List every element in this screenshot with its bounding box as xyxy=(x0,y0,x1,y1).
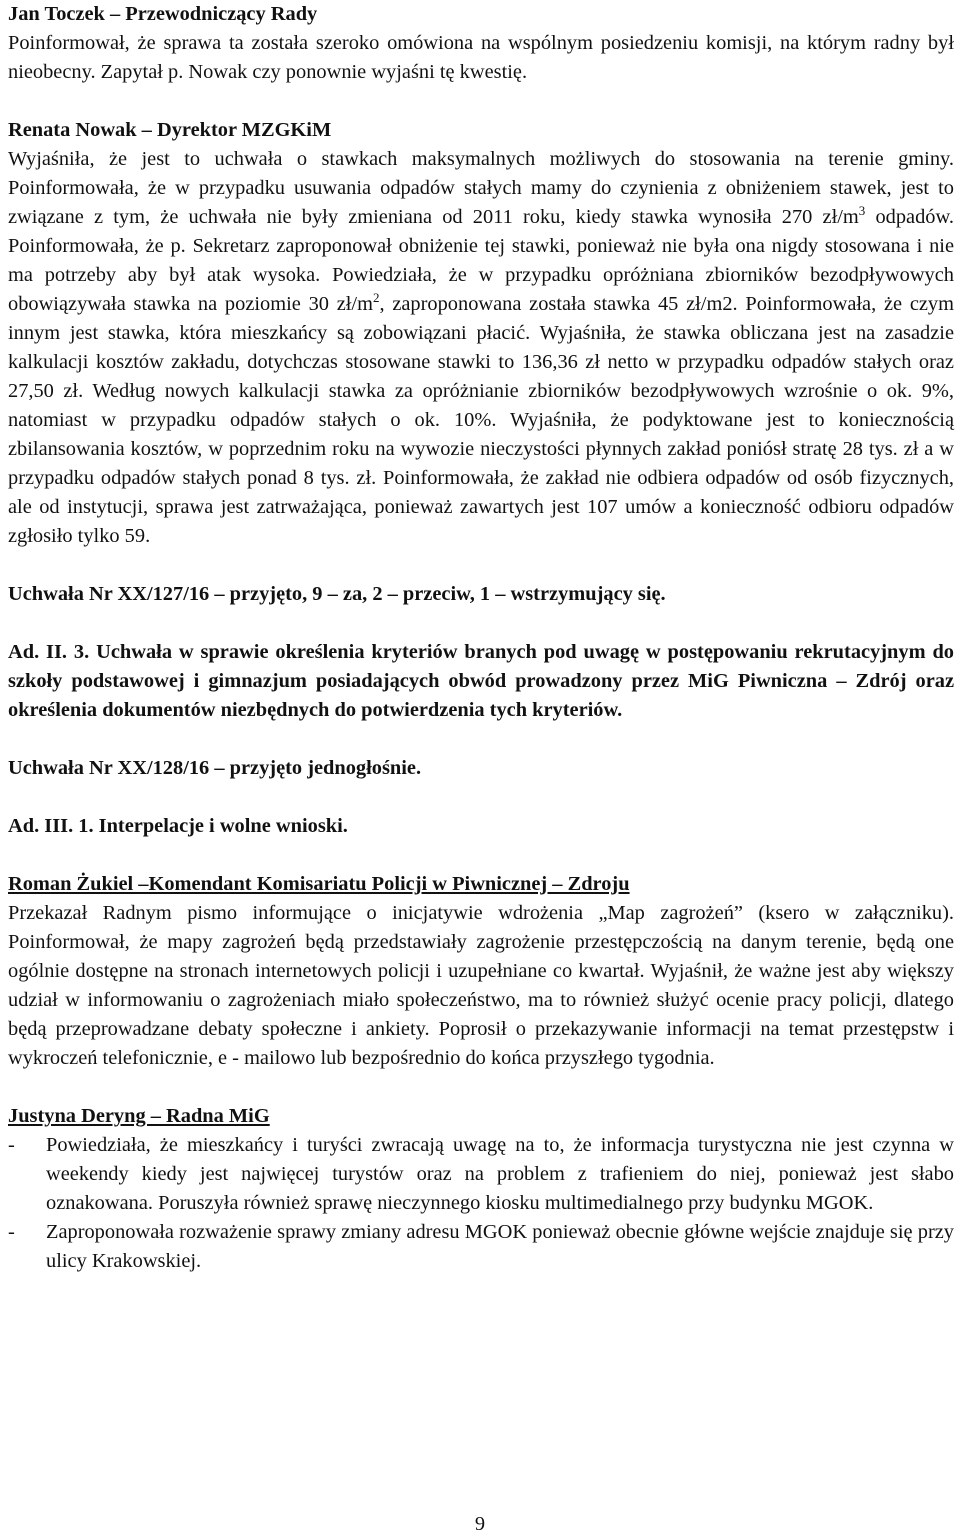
dash-bullet: - xyxy=(8,1221,15,1243)
list-item-text: Powiedziała, że mieszkańcy i turyści zwracają uwagę na to, że informacja turystyczna nie jest czynna w weekendy kiedy jest najwięcej turystów oraz na problem z trafieniem do niej, ponieważ jest słabo oznakowana. Poruszyła również sprawę nieczynnego kiosku multimedialnego przy budynku MGOK. xyxy=(46,1134,954,1214)
page-number: 9 xyxy=(474,1513,486,1535)
resolution-127: Uchwała Nr XX/127/16 – przyjęto, 9 – za, 2 – przeciw, 1 – wstrzymujący się. xyxy=(8,583,666,605)
paragraph-nowak-part1: Wyjaśniła, że jest to uchwała o stawkach maksymalnych możliwych do stosowania na terenie gminy. Poinformowała, że w przypadku usuwania odpadów stałych mamy do czynienia z obniżeniem stawek, jest to związane z tym, że uchwała nie były zmieniana od 2011 roku, kiedy stawka wynosiła 270 zł/m xyxy=(8,148,954,228)
speaker-heading-deryng: Justyna Deryng – Radna MiG xyxy=(8,1105,270,1127)
agenda-item-ii3 xyxy=(8,638,954,725)
list-item xyxy=(8,1131,954,1218)
section-toczek xyxy=(8,0,954,87)
speaker-heading-nowak: Renata Nowak – Dyrektor MZGKiM xyxy=(8,119,332,141)
list-item xyxy=(8,1218,954,1276)
speaker-heading-zukiel: Roman Żukiel –Komendant Komisariatu Policji w Piwnicznej – Zdroju xyxy=(8,873,630,895)
agenda-item-iii1: Ad. III. 1. Interpelacje i wolne wnioski. xyxy=(8,815,348,837)
document-page xyxy=(8,0,954,1276)
dash-bullet: - xyxy=(8,1134,15,1156)
paragraph-nowak-part2: odpadów. Poinformowała, że p. Sekretarz zaproponował obniżenie tej stawki, ponieważ nie była ona nigdy stosowana i nie ma potrzeby aby był atak wysoka. Powiedziała, że w przypadku opróżniana zbiorników bezodpływowych obowiązywała stawka na poziomie 30 zł/m xyxy=(8,206,954,315)
superscript-square: 2 xyxy=(372,290,380,306)
bullet-list-deryng xyxy=(8,1131,954,1276)
agenda-item-ii3-label: Ad. II. 3. xyxy=(8,641,90,663)
section-nowak xyxy=(8,116,954,551)
section-zukiel xyxy=(8,870,954,1073)
speaker-heading-toczek: Jan Toczek – Przewodniczący Rady xyxy=(8,3,318,25)
list-item-text: Zaproponowała rozważenie sprawy zmiany adresu MGOK ponieważ obecnie główne wejście znajduje się przy ulicy Krakowskiej. xyxy=(46,1221,954,1272)
paragraph-nowak-part3: , zaproponowana została stawka 45 zł/m2. Poinformowała, że czym innym jest stawka, która mieszkańcy są zobowiązani płacić. Wyjaśniła, że stawka obliczana jest na zasadzie kalkulacji kosztów zakładu, dotychczas stosowane stawki to 136,36 zł netto w przypadku odpadów stałych oraz 27,50 zł. Według nowych kalkulacji stawka za opróżnianie zbiorników bezodpływowych wzrośnie o ok. 9%, natomiast w przypadku odpadów stałych o ok. 10%. Wyjaśniła, że podyktowane jest to koniecznością zbilansowania kosztów, w poprzednim roku na wywozie nieczystości płynnych zakład poniósł stratę 28 tys. zł a w przypadku odpadów stałych ponad 8 tys. zł. Poinformowała, że zakład nie odbiera odpadów od osób fizycznych, ale od instytucji, sprawa jest zatrważająca, ponieważ zawartych jest 107 umów a konieczność odbioru odpadów zgłosiło tylko 59. xyxy=(8,293,954,547)
paragraph-toczek: Poinformował, że sprawa ta została szeroko omówiona na wspólnym posiedzeniu komisji, na którym radny był nieobecny. Zapytał p. Nowak czy ponownie wyjaśni tę kwestię. xyxy=(8,32,954,83)
paragraph-zukiel: Przekazał Radnym pismo informujące o inicjatywie wdrożenia „Map zagrożeń” (ksero w załączniku). Poinformował, że mapy zagrożeń będą przedstawiały zagrożenie przestępczością na danym terenie, będą one ogólnie dostępne na stronach internetowych policji i uzupełniane co kwartał. Wyjaśnił, że ważne jest aby większy udział w informowaniu o zagrożeniach miało społeczeństwo, ma to również służyć ocenie pracy policji, dlatego będą przeprowadzane debaty społeczne i ankiety. Poprosił o przekazywanie informacji na temat przestępstw i wykroczeń telefonicznie, e - mailowo lub bezpośrednio do końca przyszłego tygodnia. xyxy=(8,902,954,1069)
resolution-128: Uchwała Nr XX/128/16 – przyjęto jednogłośnie. xyxy=(8,757,422,779)
superscript-cubic: 3 xyxy=(858,203,866,219)
section-deryng xyxy=(8,1102,954,1276)
paragraph-nowak xyxy=(8,145,954,551)
agenda-item-ii3-text: Uchwała w sprawie określenia kryteriów branych pod uwagę w postępowaniu rekrutacyjnym do szkoły podstawowej i gimnazjum posiadających obwód prowadzony przez MiG Piwniczna – Zdrój oraz określenia dokumentów niezbędnych do potwierdzenia tych kryteriów. xyxy=(8,641,954,721)
